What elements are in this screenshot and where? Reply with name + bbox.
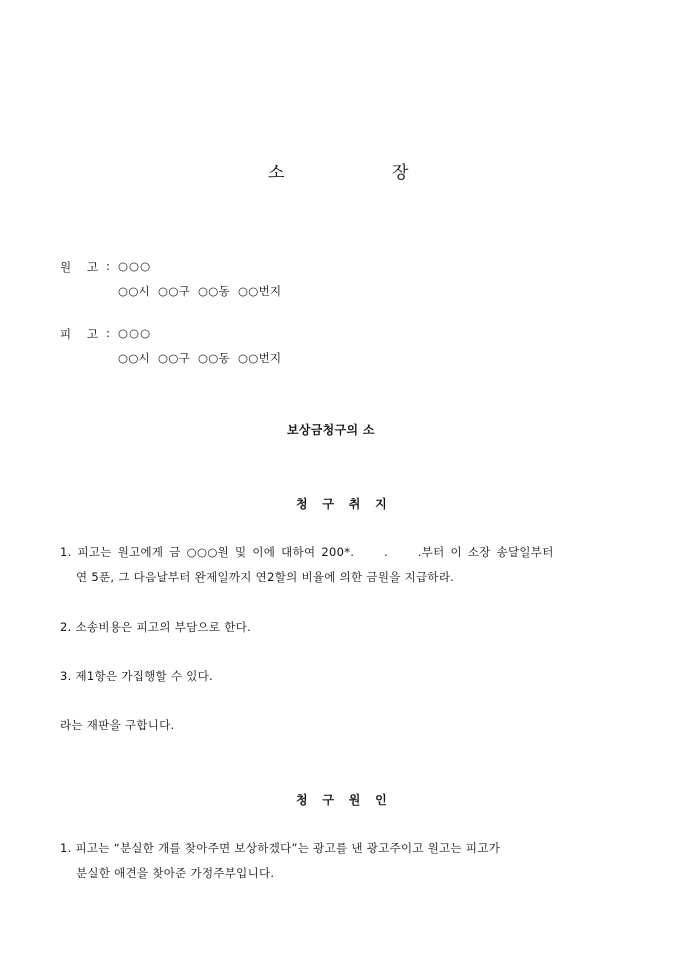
claim-purpose-item-1-line-1: 1. 피고는 원고에게 금 ○○○원 및 이에 대하여 200*. . .부터 이 소장 송달일부터 [60,545,554,559]
defendant-label-a: 피 [60,327,72,341]
defendant-label-b: 고 [87,327,99,341]
title-char-2: 장 [392,163,409,183]
defendant-name: ○○○ [118,326,152,340]
claim-purpose-item-2: 2. 소송비용은 피고의 부담으로 한다. [60,620,252,634]
plaintiff-address: ○○시 ○○구 ○○동 ○○번지 [118,284,282,298]
title-char-1: 소 [268,163,285,183]
claim-purpose-item-3: 3. 제1항은 가집행할 수 있다. [60,669,214,683]
defendant-colon: : [106,326,111,340]
claim-purpose-item-1-line-2: 연 5푼, 그 다음날부터 완제일까지 연2할의 비율에 의한 금원을 지급하라. [76,570,455,584]
claim-cause-heading: 청 구 원 인 [296,793,388,807]
plaintiff-colon: : [106,259,111,273]
claim-cause-item-1-line-2: 분실한 애견을 찾아준 가정주부입니다. [76,866,275,880]
case-name: 보상금청구의 소 [287,423,375,437]
plaintiff-name: ○○○ [118,259,152,273]
claim-purpose-heading: 청 구 취 지 [296,497,388,511]
defendant-address: ○○시 ○○구 ○○동 ○○번지 [118,351,282,365]
plaintiff-label-a: 원 [60,260,72,274]
claim-cause-item-1-line-1: 1. 피고는 “분실한 개를 찾아주면 보상하겠다”는 광고를 낸 광고주이고 원고는 피고가 [60,841,501,855]
claim-purpose-closing: 라는 재판을 구합니다. [60,718,175,732]
plaintiff-label-b: 고 [87,260,99,274]
